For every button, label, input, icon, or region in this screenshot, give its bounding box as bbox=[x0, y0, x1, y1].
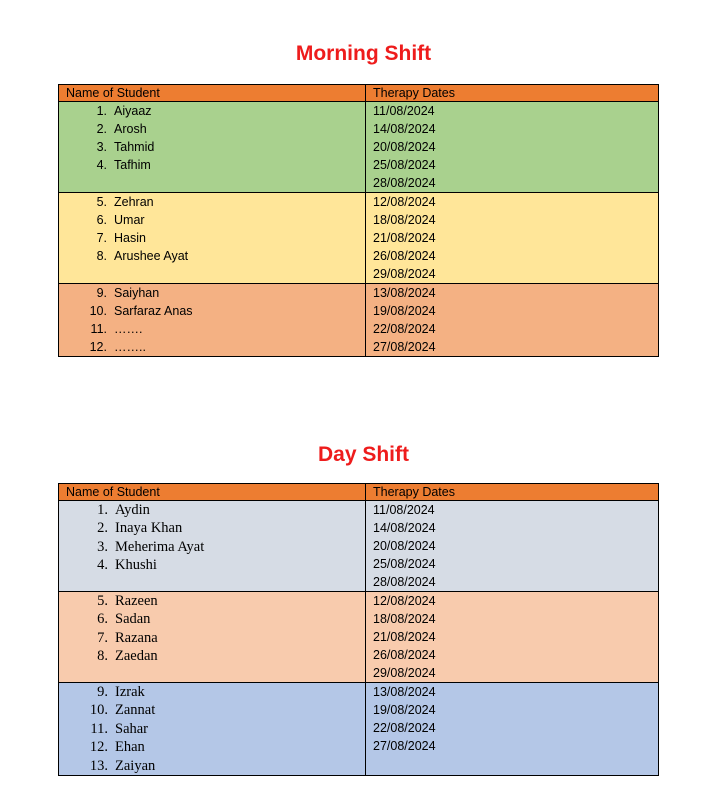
student-item: 5. Zehran bbox=[96, 195, 154, 209]
name-of-student-header: Name of Student bbox=[59, 85, 366, 102]
table-header-row bbox=[59, 484, 659, 501]
student-name: Sahar bbox=[115, 720, 149, 737]
therapy-date: 11/08/2024 bbox=[373, 503, 435, 517]
student-item: 8. Arushee Ayat bbox=[96, 249, 189, 263]
student-item: 7. Razana bbox=[97, 629, 158, 646]
student-name: Tafhim bbox=[114, 158, 151, 172]
student-name: Zehran bbox=[114, 195, 154, 209]
therapy-dates-cell bbox=[366, 193, 659, 284]
student-item: 3. Meherima Ayat bbox=[97, 538, 205, 555]
therapy-date: 29/08/2024 bbox=[373, 666, 436, 680]
day-shift-title: Day Shift bbox=[317, 443, 409, 466]
student-item: 4. Tafhim bbox=[96, 158, 151, 172]
student-name: Arushee Ayat bbox=[114, 249, 189, 263]
student-group-row bbox=[59, 102, 659, 193]
student-group-row bbox=[59, 193, 659, 284]
student-item: 9. Izrak bbox=[97, 684, 145, 700]
student-item: 9. Saiyhan bbox=[96, 286, 160, 300]
student-name: Inaya Khan bbox=[115, 520, 183, 537]
student-item: 6. Sadan bbox=[97, 611, 151, 628]
therapy-date: 22/08/2024 bbox=[373, 721, 436, 735]
therapy-date: 22/08/2024 bbox=[373, 322, 436, 336]
therapy-dates-cell bbox=[366, 501, 659, 592]
therapy-date: 20/08/2024 bbox=[373, 539, 436, 553]
student-names-cell bbox=[59, 501, 366, 592]
student-name: Tahmid bbox=[114, 140, 155, 154]
student-group-row bbox=[59, 592, 659, 683]
student-item: 4. Khushi bbox=[97, 557, 157, 574]
therapy-dates-cell bbox=[366, 284, 659, 357]
student-item: 6. Umar bbox=[96, 213, 145, 227]
student-item: 2. Inaya Khan bbox=[97, 520, 183, 537]
morning-shift-title: Morning Shift bbox=[295, 42, 432, 65]
therapy-date: 13/08/2024 bbox=[373, 286, 436, 300]
student-item: 11. ……. bbox=[90, 322, 143, 336]
therapy-date: 25/08/2024 bbox=[373, 557, 436, 571]
student-item: 10. Sarfaraz Anas bbox=[89, 304, 193, 318]
therapy-date: 28/08/2024 bbox=[373, 176, 436, 190]
student-group-row bbox=[59, 284, 659, 357]
therapy-date: 21/08/2024 bbox=[373, 630, 436, 644]
morning-shift-table bbox=[58, 84, 659, 357]
student-name: Umar bbox=[114, 213, 145, 227]
student-item: 11. Sahar bbox=[90, 720, 149, 737]
student-name: Razana bbox=[115, 629, 158, 646]
student-name: Ehan bbox=[115, 739, 145, 756]
student-name: Izrak bbox=[115, 684, 145, 700]
student-name: Sarfaraz Anas bbox=[114, 304, 193, 318]
therapy-date: 26/08/2024 bbox=[373, 249, 436, 263]
therapy-dates-cell bbox=[366, 592, 659, 683]
therapy-date: 12/08/2024 bbox=[373, 594, 436, 608]
therapy-date: 11/08/2024 bbox=[373, 104, 435, 118]
therapy-date: 14/08/2024 bbox=[373, 521, 436, 535]
therapy-date: 20/08/2024 bbox=[373, 140, 436, 154]
student-name: Zaiyan bbox=[115, 757, 156, 774]
therapy-dates-header: Therapy Dates bbox=[366, 85, 659, 102]
student-names-cell bbox=[59, 683, 366, 776]
student-name: Meherima Ayat bbox=[115, 538, 205, 555]
student-item: 10. Zannat bbox=[89, 702, 156, 719]
student-names-cell bbox=[59, 193, 366, 284]
student-name: Sadan bbox=[115, 611, 151, 628]
name-of-student-header: Name of Student bbox=[59, 484, 366, 501]
day-shift-table bbox=[58, 483, 659, 776]
student-name: Aiyaaz bbox=[114, 104, 152, 118]
therapy-date: 29/08/2024 bbox=[373, 267, 436, 281]
therapy-date: 28/08/2024 bbox=[373, 575, 436, 589]
student-item: 7. Hasin bbox=[96, 231, 146, 245]
student-name: …….. bbox=[114, 340, 146, 354]
student-item: 5. Razeen bbox=[97, 593, 158, 609]
student-item: 3. Tahmid bbox=[96, 140, 155, 154]
therapy-date: 14/08/2024 bbox=[373, 122, 436, 136]
student-item: 12. Ehan bbox=[89, 739, 145, 756]
therapy-date: 12/08/2024 bbox=[373, 195, 436, 209]
therapy-dates-header: Therapy Dates bbox=[366, 484, 659, 501]
student-group-row bbox=[59, 683, 659, 776]
student-group-row bbox=[59, 501, 659, 592]
therapy-date: 18/08/2024 bbox=[373, 612, 436, 626]
therapy-date: 18/08/2024 bbox=[373, 213, 436, 227]
student-item: 1. Aydin bbox=[97, 502, 150, 518]
therapy-dates-cell bbox=[366, 683, 659, 776]
student-name: Saiyhan bbox=[114, 286, 160, 300]
student-name: ……. bbox=[114, 322, 143, 336]
therapy-date: 19/08/2024 bbox=[373, 703, 436, 717]
therapy-date: 13/08/2024 bbox=[373, 685, 436, 699]
therapy-date: 21/08/2024 bbox=[373, 231, 436, 245]
student-item: 13. Zaiyan bbox=[89, 757, 156, 774]
therapy-dates-cell bbox=[366, 102, 659, 193]
student-names-cell bbox=[59, 102, 366, 193]
therapy-date: 19/08/2024 bbox=[373, 304, 436, 318]
therapy-date: 26/08/2024 bbox=[373, 648, 436, 662]
therapy-date: 27/08/2024 bbox=[373, 739, 436, 753]
student-name: Khushi bbox=[115, 557, 157, 574]
student-names-cell bbox=[59, 284, 366, 357]
student-name: Razeen bbox=[115, 593, 158, 609]
student-name: Aydin bbox=[115, 502, 150, 518]
student-name: Zannat bbox=[115, 702, 156, 719]
student-item: 1. Aiyaaz bbox=[96, 104, 152, 118]
student-item: 2. Arosh bbox=[96, 122, 147, 136]
student-item: 8. Zaedan bbox=[97, 648, 158, 665]
therapy-date: 27/08/2024 bbox=[373, 340, 436, 354]
student-name: Zaedan bbox=[115, 648, 158, 665]
therapy-date: 25/08/2024 bbox=[373, 158, 436, 172]
student-item: 12. …….. bbox=[89, 340, 146, 354]
student-names-cell bbox=[59, 592, 366, 683]
table-header-row bbox=[59, 85, 659, 102]
student-name: Hasin bbox=[114, 231, 146, 245]
student-name: Arosh bbox=[114, 122, 147, 136]
